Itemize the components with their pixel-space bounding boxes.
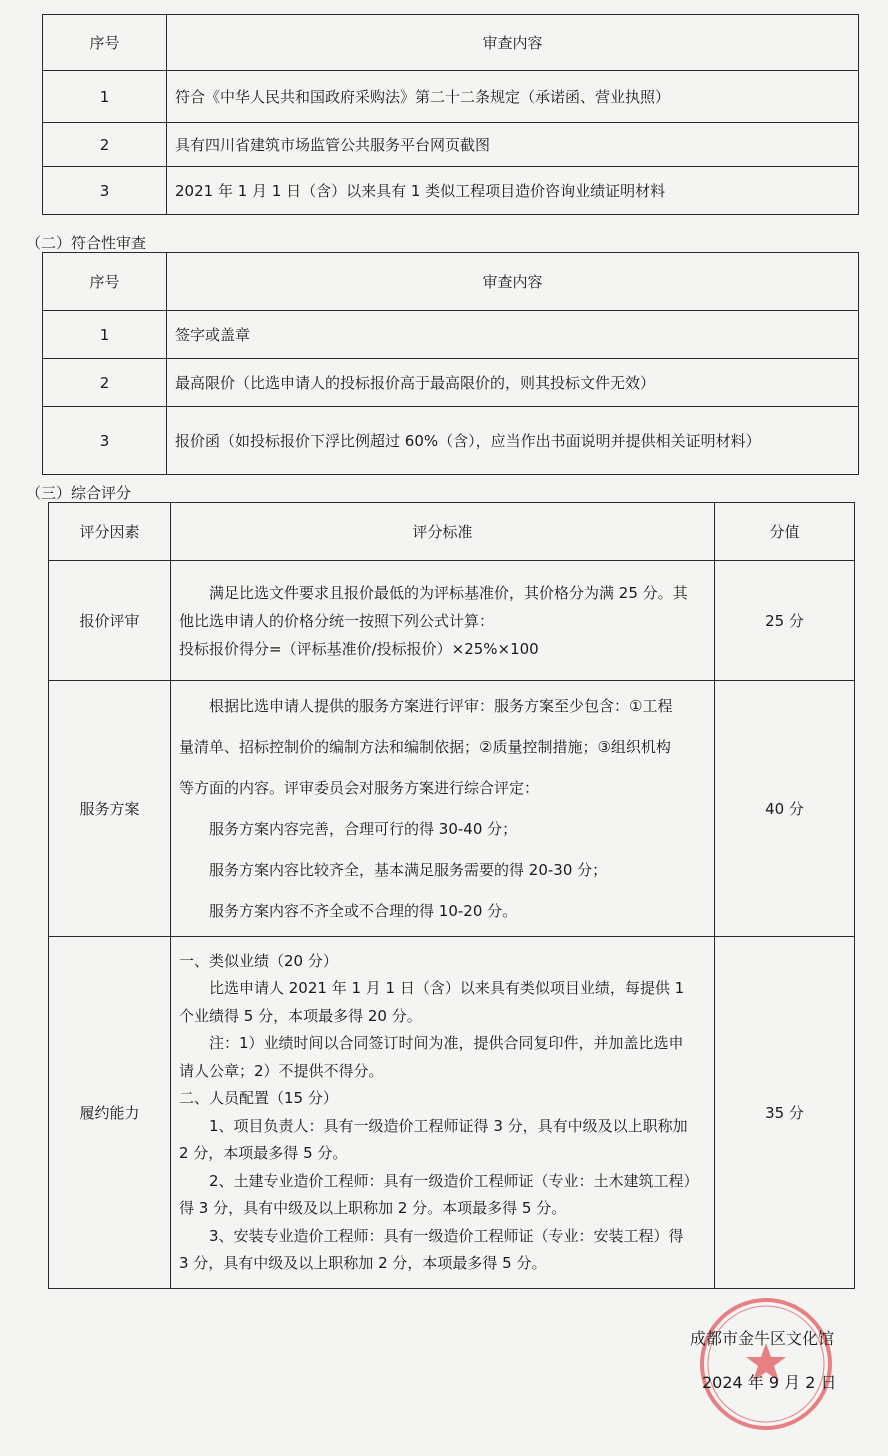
header-cell-criteria: 评分标准 bbox=[171, 503, 715, 561]
factor-cell: 履约能力 bbox=[49, 937, 171, 1289]
criteria-line: 服务方案内容比较齐全，基本满足服务需要的得 20-30 分； bbox=[209, 860, 608, 879]
table-header-row bbox=[43, 253, 859, 311]
criteria-line: 他比选申请人的价格分统一按照下列公式计算： bbox=[179, 611, 495, 630]
criteria-line: 个业绩得 5 分，本项最多得 20 分。 bbox=[179, 1006, 422, 1025]
signature-date: 2024 年 9 月 2 日 bbox=[702, 1373, 837, 1392]
criteria-line: 量清单、招标控制价的编制方法和编制依据；②质量控制措施；③组织机构 bbox=[179, 737, 671, 756]
score-cell: 35 分 bbox=[715, 937, 855, 1289]
row-no: 2 bbox=[43, 123, 167, 167]
qualification-table bbox=[42, 14, 859, 215]
criteria-line: 请人公章；2）不提供不得分。 bbox=[179, 1061, 384, 1080]
criteria-line: 2、土建专业造价工程师：具有一级造价工程师证（专业：土木建筑工程） bbox=[209, 1171, 699, 1190]
table-row bbox=[43, 359, 859, 407]
factor-cell: 报价评审 bbox=[49, 561, 171, 681]
table-header-row bbox=[43, 15, 859, 71]
table-row bbox=[43, 407, 859, 475]
criteria-line: 2 分，本项最多得 5 分。 bbox=[179, 1144, 348, 1162]
row-no: 1 bbox=[43, 71, 167, 123]
header-cell-content: 审查内容 bbox=[167, 15, 859, 71]
criteria-line: 3、安装专业造价工程师：具有一级造价工程师证（专业：安装工程）得 bbox=[209, 1226, 684, 1245]
table-row bbox=[49, 561, 855, 681]
section-title-scoring: （三）综合评分 bbox=[26, 484, 132, 502]
criteria-line: 投标报价得分=（评标基准价/投标报价）×25%×100 bbox=[179, 639, 539, 658]
header-cell-score: 分值 bbox=[715, 503, 855, 561]
row-content: 报价函（如投标报价下浮比例超过 60%（含），应当作出书面说明并提供相关证明材料） bbox=[167, 407, 859, 475]
criteria-line: 满足比选文件要求且报价最低的为评标基准价，其价格分为满 25 分。其 bbox=[209, 583, 688, 602]
criteria-line: 比选申请人 2021 年 1 月 1 日（含）以来具有类似项目业绩，每提供 1 bbox=[209, 979, 685, 997]
header-cell-no: 序号 bbox=[43, 15, 167, 71]
compliance-table bbox=[42, 252, 859, 475]
row-content: 具有四川省建筑市场监管公共服务平台网页截图 bbox=[167, 123, 859, 167]
table-row bbox=[43, 311, 859, 359]
criteria-cell bbox=[171, 561, 715, 681]
row-content: 签字或盖章 bbox=[167, 311, 859, 359]
header-cell-factor: 评分因素 bbox=[49, 503, 171, 561]
table-row bbox=[43, 123, 859, 167]
header-cell-content: 审查内容 bbox=[167, 253, 859, 311]
criteria-line: 服务方案内容完善，合理可行的得 30-40 分； bbox=[209, 819, 518, 838]
row-no: 3 bbox=[43, 167, 167, 215]
section-title-compliance: （二）符合性审查 bbox=[26, 234, 147, 252]
table-row bbox=[49, 681, 855, 937]
table-row bbox=[43, 71, 859, 123]
row-content: 最高限价（比选申请人的投标报价高于最高限价的，则其投标文件无效） bbox=[167, 359, 859, 407]
signature-org: 成都市金牛区文化馆 bbox=[690, 1329, 835, 1348]
criteria-cell bbox=[171, 681, 715, 937]
row-content: 2021 年 1 月 1 日（含）以来具有 1 类似工程项目造价咨询业绩证明材料 bbox=[167, 167, 859, 215]
score-cell: 25 分 bbox=[715, 561, 855, 681]
table-row bbox=[43, 167, 859, 215]
criteria-line: 服务方案内容不齐全或不合理的得 10-20 分。 bbox=[209, 901, 518, 920]
criteria-line: 1、项目负责人：具有一级造价工程师证得 3 分，具有中级及以上职称加 bbox=[209, 1116, 688, 1135]
table-header-row bbox=[49, 503, 855, 561]
criteria-line: 注：1）业绩时间以合同签订时间为准，提供合同复印件，并加盖比选申 bbox=[209, 1034, 684, 1052]
criteria-line: 得 3 分，具有中级及以上职称加 2 分。本项最多得 5 分。 bbox=[179, 1199, 567, 1217]
criteria-line: 等方面的内容。评审委员会对服务方案进行综合评定： bbox=[179, 778, 540, 797]
criteria-line: 一、类似业绩（20 分） bbox=[179, 951, 338, 970]
row-no: 3 bbox=[43, 407, 167, 475]
row-content: 符合《中华人民共和国政府采购法》第二十二条规定（承诺函、营业执照） bbox=[167, 71, 859, 123]
row-no: 2 bbox=[43, 359, 167, 407]
header-cell-no: 序号 bbox=[43, 253, 167, 311]
row-no: 1 bbox=[43, 311, 167, 359]
criteria-line: 3 分，具有中级及以上职称加 2 分，本项最多得 5 分。 bbox=[179, 1254, 547, 1272]
factor-cell: 服务方案 bbox=[49, 681, 171, 937]
score-cell: 40 分 bbox=[715, 681, 855, 937]
criteria-line: 二、人员配置（15 分） bbox=[179, 1089, 338, 1107]
criteria-line: 根据比选申请人提供的服务方案进行评审：服务方案至少包含：①工程 bbox=[209, 696, 673, 715]
table-row bbox=[49, 937, 855, 1289]
official-seal-icon bbox=[695, 1293, 837, 1435]
scoring-table bbox=[48, 502, 855, 1289]
criteria-cell bbox=[171, 937, 715, 1289]
